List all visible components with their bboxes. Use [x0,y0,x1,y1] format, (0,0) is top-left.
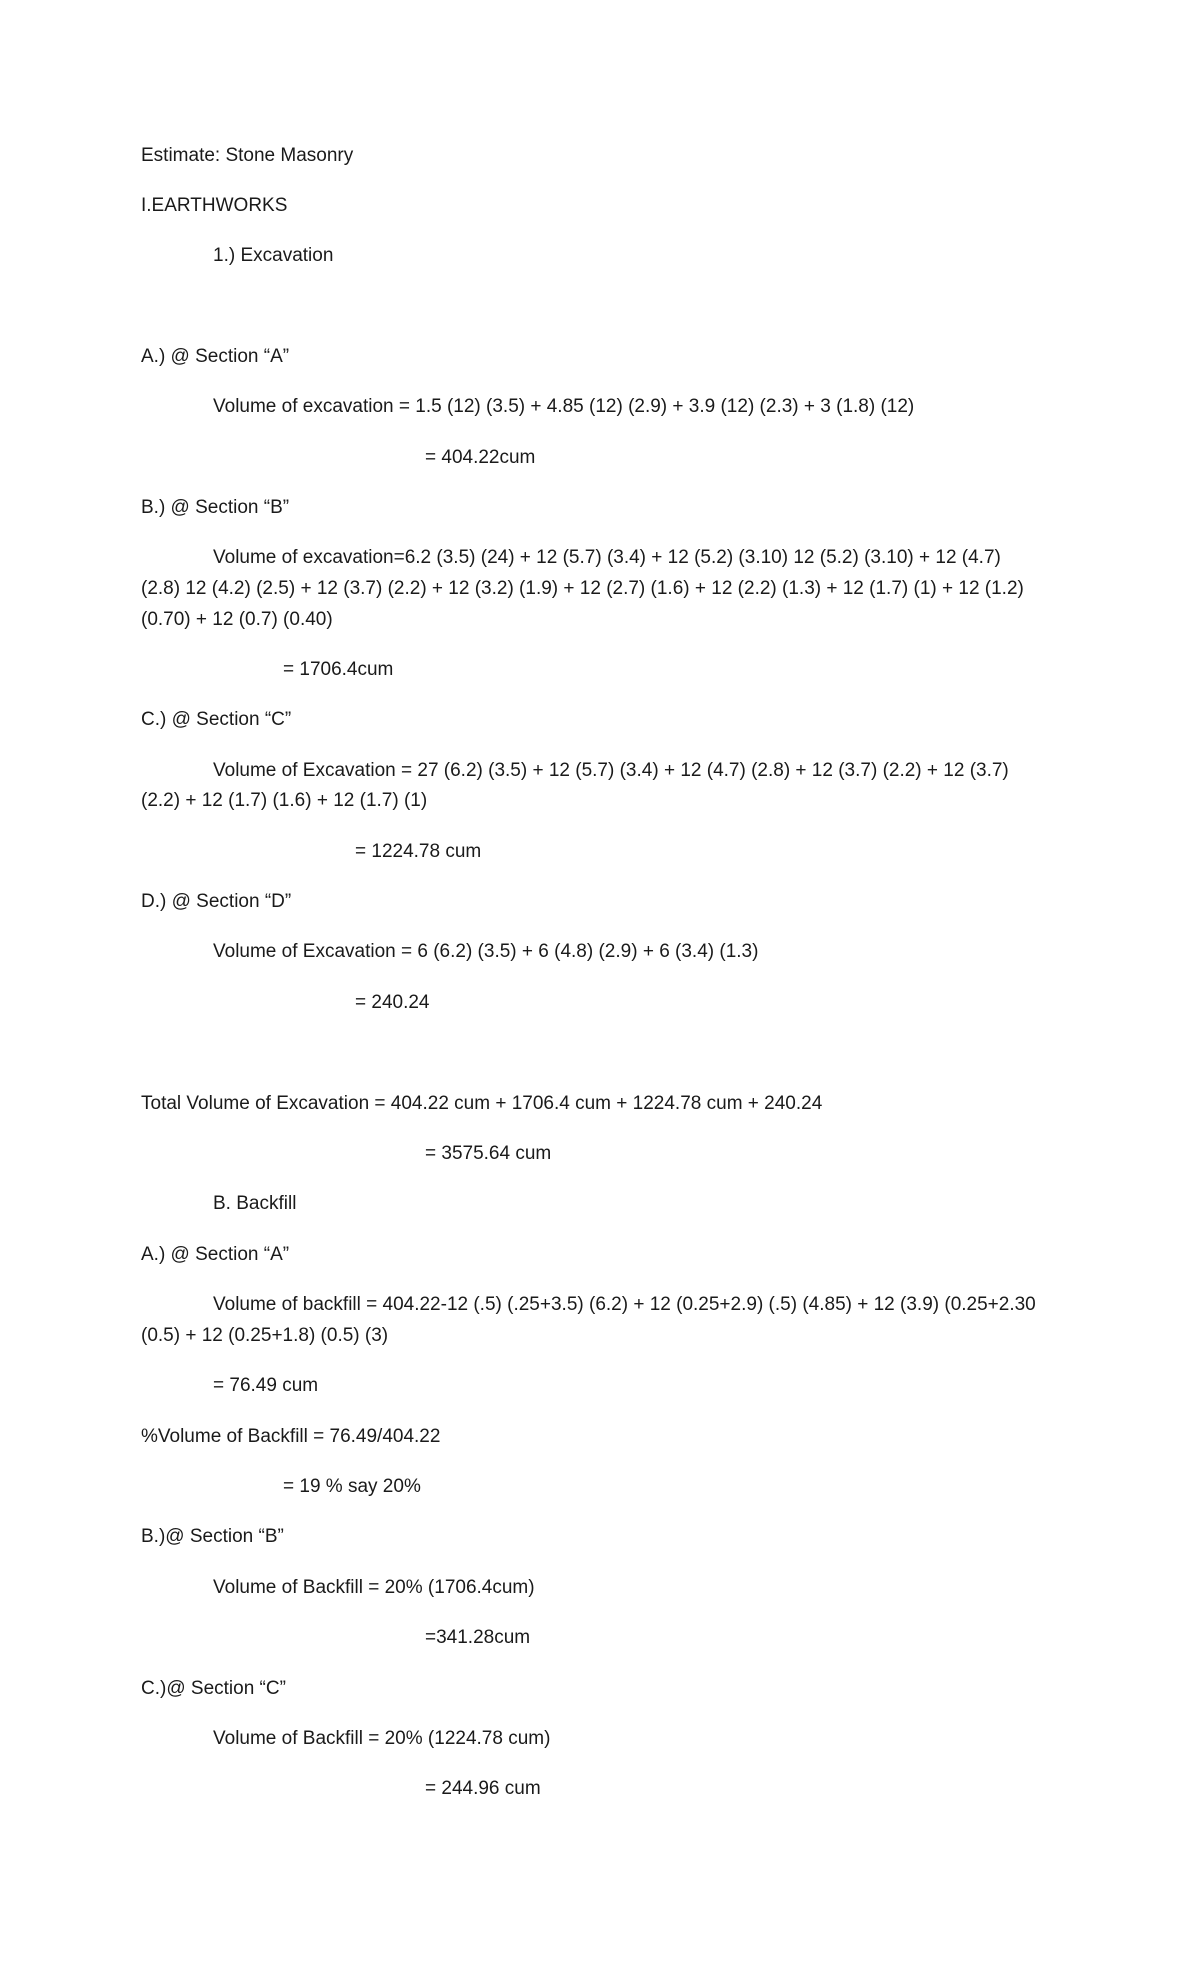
backfill-section-b-formula: Volume of Backfill = 20% (1706.4cum) [213,1577,535,1598]
excavation-section-b-formula-line2: (2.8) 12 (4.2) (2.5) + 12 (3.7) (2.2) + 12 (3.2) (1.9) + 12 (2.7) (1.6) + 12 (2.2) (1.3) + 12 (1.7) (1) + 12 (1.2) [141,578,1024,599]
excavation-section-b-formula-line1: Volume of excavation=6.2 (3.5) (24) + 12 (5.7) (3.4) + 12 (5.2) (3.10) 12 (5.2) (3.10) + 12 (4.7) [213,547,1001,568]
excavation-section-b-result: = 1706.4cum [283,659,394,680]
backfill-section-a-formula-line2: (0.5) + 12 (0.25+1.8) (0.5) (3) [141,1325,389,1346]
excavation-section-c-label: C.) @ Section “C” [141,709,292,730]
excavation-section-a-formula: Volume of excavation = 1.5 (12) (3.5) + 4.85 (12) (2.9) + 3.9 (12) (2.3) + 3 (1.8) (12) [213,396,915,417]
backfill-section-c-label: C.)@ Section “C” [141,1678,286,1699]
backfill-percent-formula: %Volume of Backfill = 76.49/404.22 [141,1426,441,1447]
backfill-section-b-label: B.)@ Section “B” [141,1526,284,1547]
backfill-section-a-formula-line1: Volume of backfill = 404.22-12 (.5) (.25+3.5) (6.2) + 12 (0.25+2.9) (.5) (4.85) + 12 (3.9) (0.25+2.30 [213,1294,1036,1315]
backfill-section-c-formula: Volume of Backfill = 20% (1224.78 cum) [213,1728,551,1749]
backfill-section-a-label: A.) @ Section “A” [141,1244,290,1265]
excavation-section-d-formula: Volume of Excavation = 6 (6.2) (3.5) + 6 (4.8) (2.9) + 6 (3.4) (1.3) [213,941,759,962]
total-excavation-result: = 3575.64 cum [425,1143,552,1164]
excavation-section-c-formula-line2: (2.2) + 12 (1.7) (1.6) + 12 (1.7) (1) [141,790,428,811]
total-excavation-formula: Total Volume of Excavation = 404.22 cum + 1706.4 cum + 1224.78 cum + 240.24 [141,1093,823,1114]
excavation-section-d-result: = 240.24 [355,992,430,1013]
excavation-section-a-label: A.) @ Section “A” [141,346,290,367]
backfill-section-c-result: = 244.96 cum [425,1778,541,1799]
excavation-section-d-label: D.) @ Section “D” [141,891,292,912]
excavation-section-a-result: = 404.22cum [425,447,536,468]
excavation-section-c-formula-line1: Volume of Excavation = 27 (6.2) (3.5) + 12 (5.7) (3.4) + 12 (4.7) (2.8) + 12 (3.7) (2.2) + 12 (3.7) [213,760,1009,781]
excavation-section-b-label: B.) @ Section “B” [141,497,290,518]
section-heading-earthworks: I.EARTHWORKS [141,195,288,216]
document-title: Estimate: Stone Masonry [141,145,354,166]
backfill-section-b-result: =341.28cum [425,1627,531,1648]
backfill-heading: B. Backfill [213,1193,297,1214]
excavation-section-c-result: = 1224.78 cum [355,841,482,862]
backfill-percent-result: = 19 % say 20% [283,1476,421,1497]
excavation-heading: 1.) Excavation [213,245,334,266]
backfill-section-a-result: = 76.49 cum [213,1375,319,1396]
excavation-section-b-formula-line3: (0.70) + 12 (0.7) (0.40) [141,609,333,630]
